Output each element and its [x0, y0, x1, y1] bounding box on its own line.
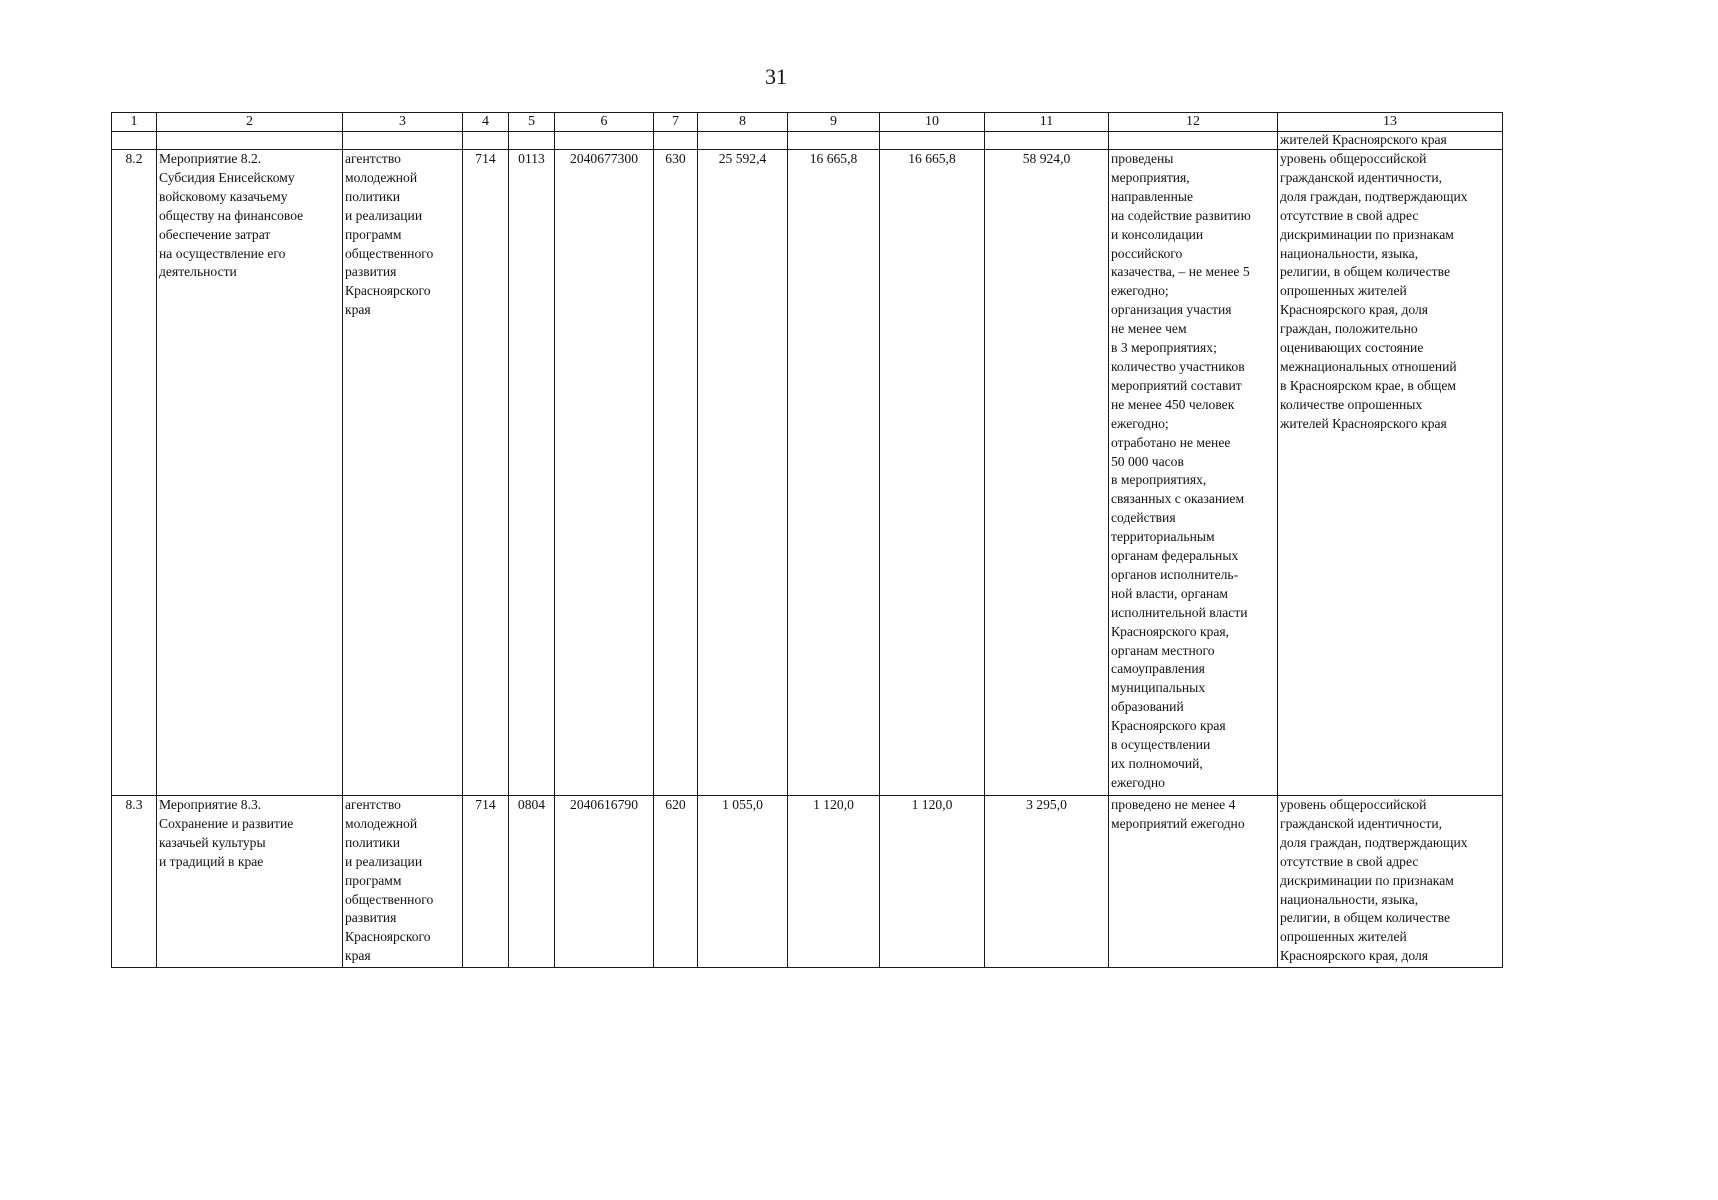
amount-year-3: 1 120,0 [880, 796, 985, 968]
amount-year-2: 16 665,8 [788, 150, 880, 796]
amount-year-2: 1 120,0 [788, 796, 880, 968]
amount-total: 3 295,0 [985, 796, 1109, 968]
page-number: 31 [765, 64, 787, 89]
row-number: 8.3 [112, 796, 157, 968]
amount-year-1: 25 592,4 [698, 150, 788, 796]
column-header: 7 [654, 113, 698, 132]
rzpr-code: 0113 [509, 150, 555, 796]
expected-result: проведено не менее 4 мероприятий ежегодно [1109, 796, 1278, 968]
column-header: 10 [880, 113, 985, 132]
column-header: 9 [788, 113, 880, 132]
program-measures-table [111, 112, 1503, 968]
csr-code: 2040616790 [555, 796, 654, 968]
column-number-row [112, 113, 1503, 132]
responsible-agency: агентство молодежной политики и реализации программ общественного развития Красноярского края [343, 150, 463, 796]
column-header: 12 [1109, 113, 1278, 132]
column-header: 5 [509, 113, 555, 132]
responsible-agency: агентство молодежной политики и реализации программ общественного развития Красноярского края [343, 796, 463, 968]
column-header: 6 [555, 113, 654, 132]
column-header: 8 [698, 113, 788, 132]
target-indicator: уровень общероссийской гражданской идентичности, доля граждан, подтверждающих отсутствие в свой адрес дискриминации по признакам национальности, языка, религии, в общем количестве опрошенных жителей Красноярского края, доля [1278, 796, 1503, 968]
row-number: 8.2 [112, 150, 157, 796]
rzpr-code: 0804 [509, 796, 555, 968]
vr-code: 620 [654, 796, 698, 968]
amount-total: 58 924,0 [985, 150, 1109, 796]
column-header: 4 [463, 113, 509, 132]
amount-year-3: 16 665,8 [880, 150, 985, 796]
table-row [112, 796, 1503, 968]
grbs-code: 714 [463, 150, 509, 796]
csr-code: 2040677300 [555, 150, 654, 796]
measure-name: Мероприятие 8.2. Субсидия Енисейскому войсковому казачьему обществу на финансовое обеспечение затрат на осуществление его деятельности [157, 150, 343, 796]
amount-year-1: 1 055,0 [698, 796, 788, 968]
measure-name: Мероприятие 8.3. Сохранение и развитие казачьей культуры и традиций в крае [157, 796, 343, 968]
column-header: 11 [985, 113, 1109, 132]
column-header: 1 [112, 113, 157, 132]
column-header: 13 [1278, 113, 1503, 132]
continuation-indicator: жителей Красноярского края [1278, 132, 1503, 150]
continuation-row [112, 132, 1503, 150]
vr-code: 630 [654, 150, 698, 796]
table-row [112, 150, 1503, 796]
grbs-code: 714 [463, 796, 509, 968]
expected-result: проведены мероприятия, направленные на содействие развитию и консолидации российского казачества, – не менее 5 ежегодно; организация участия не менее чем в 3 мероприятиях; количество участников мероприятий составит не менее 450 человек ежегодно; отработано не менее 50 000 часов в мероприятиях, связанных с оказанием содействия территориальным органам федеральных органов исполнитель- ной власти, органам исполнительной власти Красноярского края, органам местного самоуправления муниципальных образований Красноярского края в осуществлении их полномочий, ежегодно [1109, 150, 1278, 796]
column-header: 3 [343, 113, 463, 132]
column-header: 2 [157, 113, 343, 132]
target-indicator: уровень общероссийской гражданской идентичности, доля граждан, подтверждающих отсутствие в свой адрес дискриминации по признакам национальности, языка, религии, в общем количестве опрошенных жителей Красноярского края, доля граждан, положительно оценивающих состояние межнациональных отношений в Красноярском крае, в общем количестве опрошенных жителей Красноярского края [1278, 150, 1503, 796]
